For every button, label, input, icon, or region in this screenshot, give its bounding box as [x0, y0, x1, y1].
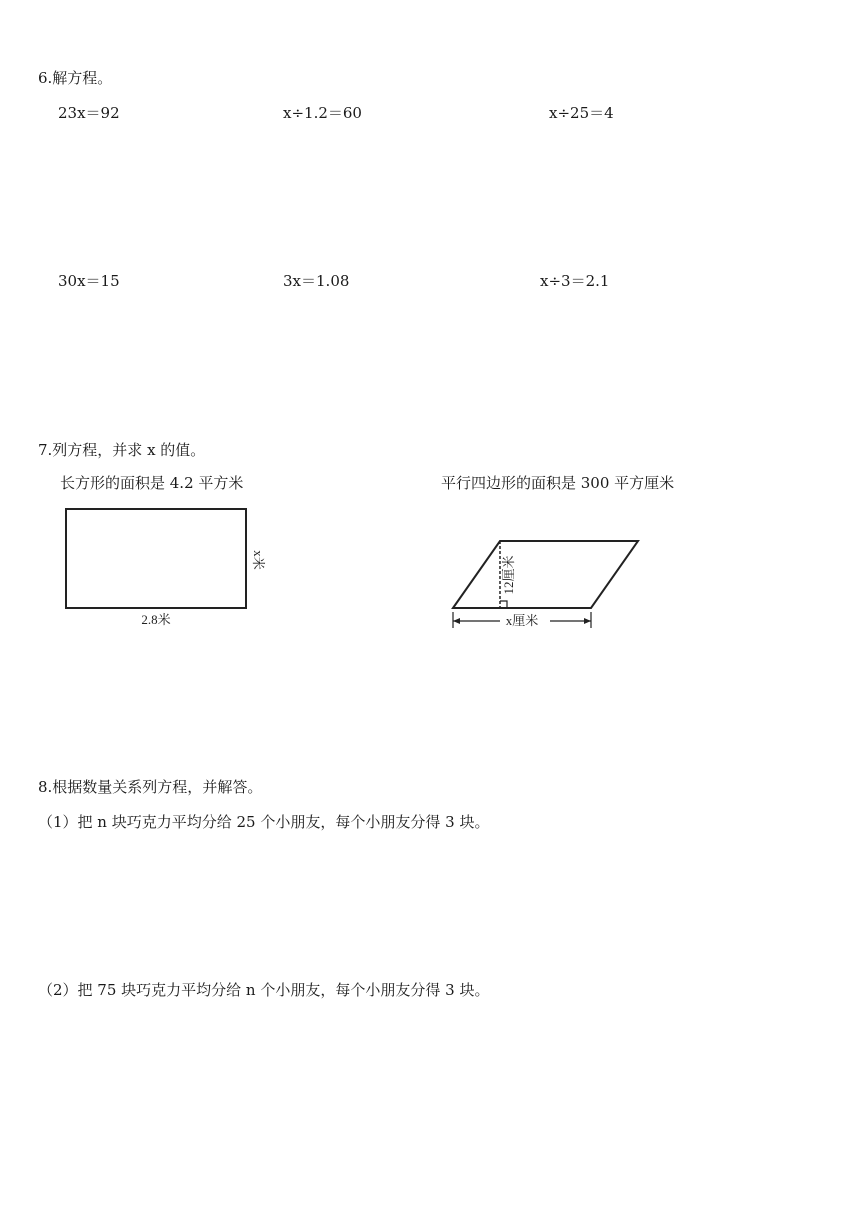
- rectangle-caption: 长方形的面积是 4.2 平方米: [60, 474, 244, 492]
- rectangle-shape: [66, 509, 246, 608]
- equation-3: x÷25＝4: [549, 104, 614, 122]
- right-angle-mark: [500, 601, 507, 608]
- equation-5: 3x＝1.08: [283, 272, 350, 290]
- parallelogram-height-label: 12厘米: [501, 555, 516, 595]
- equation-1: 23x＝92: [58, 104, 120, 122]
- parallelogram-caption: 平行四边形的面积是 300 平方厘米: [441, 474, 675, 492]
- rectangle-height-label: x米: [251, 550, 266, 570]
- equation-2: x÷1.2＝60: [283, 104, 362, 122]
- parallelogram-base-label: x厘米: [505, 613, 539, 628]
- equation-6: x÷3＝2.1: [540, 272, 610, 290]
- question-8-item-2: （2）把 75 块巧克力平均分给 n 个小朋友，每个小朋友分得 3 块。: [38, 981, 490, 999]
- rectangle-width-label: 2.8米: [141, 612, 171, 627]
- base-arrow-right: [584, 618, 591, 624]
- question-7-title: 7.列方程，并求 x 的值。: [38, 441, 206, 459]
- question-6-title: 6.解方程。: [38, 69, 113, 87]
- parallelogram-figure: [448, 530, 648, 635]
- equation-4: 30x＝15: [58, 272, 120, 290]
- parallelogram-shape: [453, 541, 638, 608]
- question-8-title: 8.根据数量关系列方程，并解答。: [38, 778, 263, 796]
- base-arrow-left: [453, 618, 460, 624]
- rectangle-figure: [56, 500, 276, 632]
- question-8-item-1: （1）把 n 块巧克力平均分给 25 个小朋友，每个小朋友分得 3 块。: [38, 813, 490, 831]
